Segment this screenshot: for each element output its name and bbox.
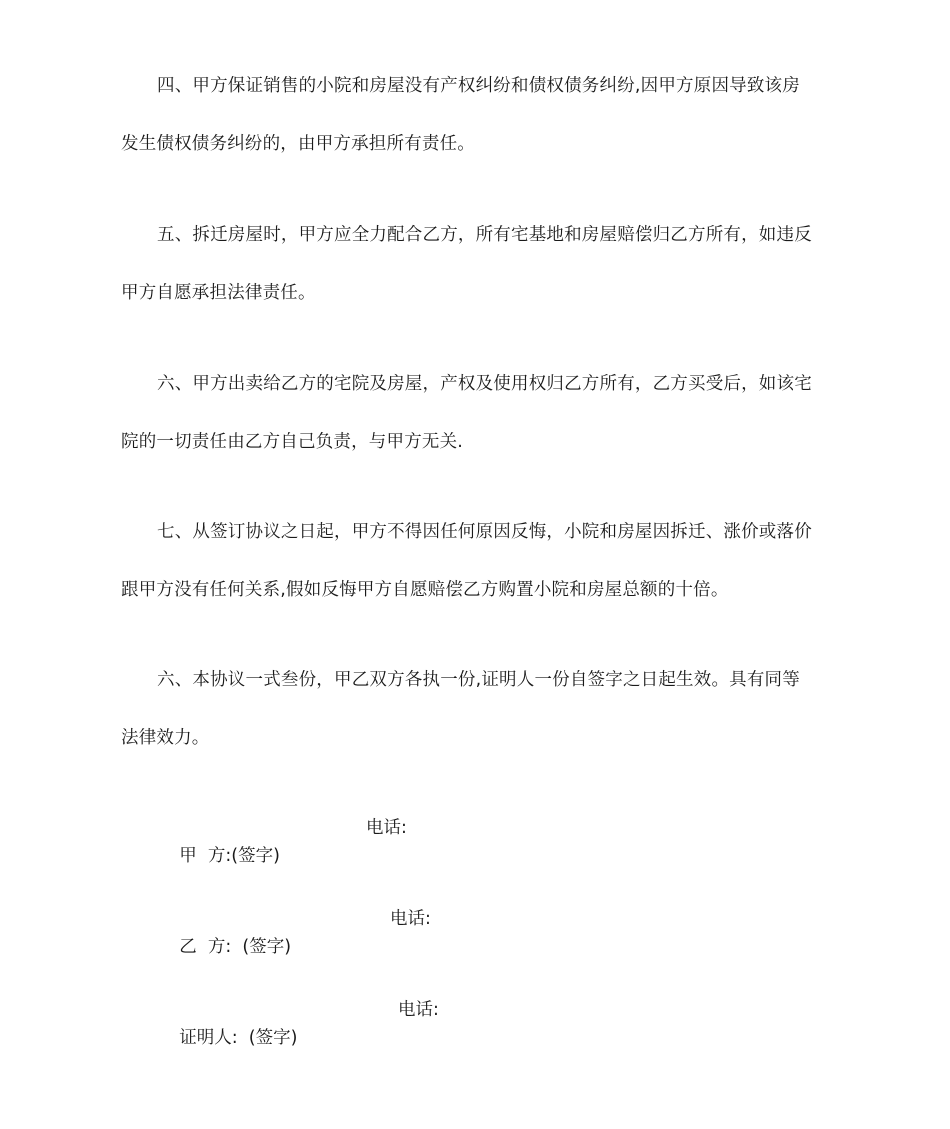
clause-line: 院的一切责任由乙方自己负责，与甲方无关. [121,432,464,452]
clause-4 [121,57,831,173]
signature-label: 证明人: (签字) [179,1028,298,1048]
phone-label: 电话: [390,909,431,929]
phone-label: 电话: [398,1000,439,1020]
clause-line: 七、从签订协议之日起，甲方不得因任何原因反悔，小院和房屋因拆迁、涨价或落价 [157,522,812,542]
clause-6 [121,355,831,471]
clause-7 [121,503,831,619]
signature-label: 甲 方:(签字) [179,846,280,866]
clause-line: 四、甲方保证销售的小院和房屋没有产权纠纷和债权债务纠纷,因甲方原因导致该房 [157,76,800,96]
clause-line: 法律效力。 [121,728,210,748]
clause-line: 甲方自愿承担法律责任。 [121,283,316,303]
signature-label: 乙 方: (签字) [179,937,292,957]
phone-label: 电话: [366,818,407,838]
clause-line: 跟甲方没有任何关系,假如反悔甲方自愿赔偿乙方购置小院和房屋总额的十倍。 [121,580,729,600]
clause-line: 发生债权债务纠纷的，由甲方承担所有责任。 [121,134,475,154]
clause-5 [121,206,831,322]
clause-line: 五、拆迁房屋时，甲方应全力配合乙方，所有宅基地和房屋赔偿归乙方所有，如违反 [157,225,812,245]
signature-witness [157,996,439,1108]
clause-line: 六、甲方出卖给乙方的宅院及房屋，产权及使用权归乙方所有，乙方买受后，如该宅 [157,374,812,394]
clause-copies [121,651,831,767]
clause-line: 六、本协议一式叁份，甲乙双方各执一份,证明人一份自签字之日起生效。具有同等 [157,670,800,690]
